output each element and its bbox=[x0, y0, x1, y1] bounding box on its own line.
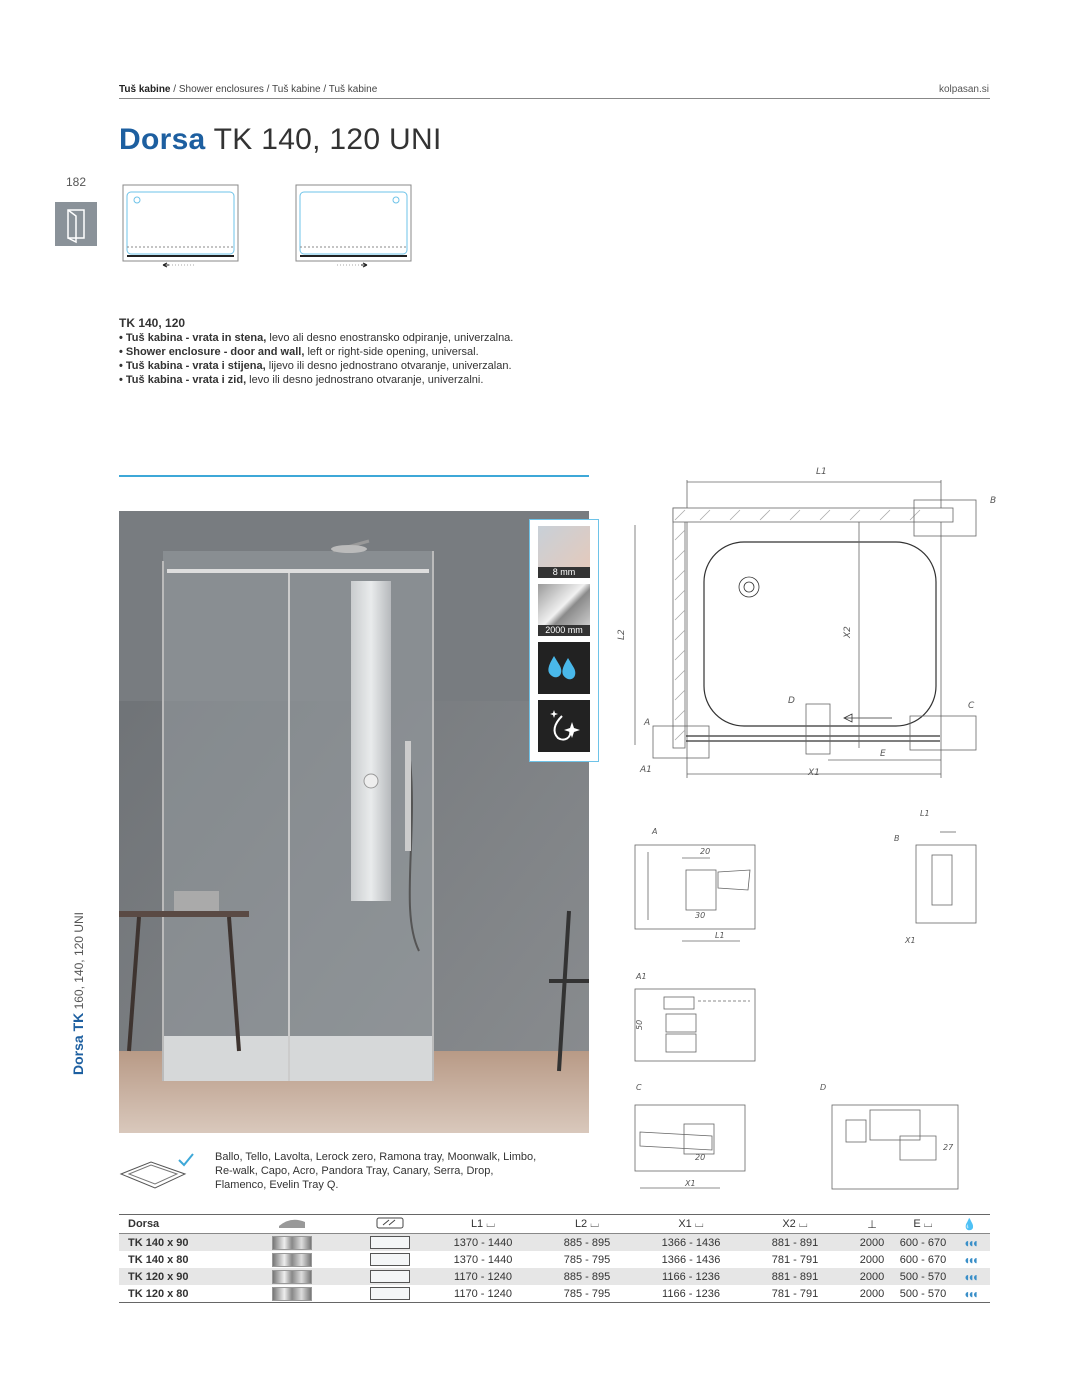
chrome-swatch bbox=[234, 1285, 349, 1303]
label-C: C bbox=[968, 701, 975, 711]
plan-view bbox=[635, 480, 976, 778]
cell-L1: 1170 - 1240 bbox=[431, 1268, 535, 1285]
glass-swatch bbox=[349, 1285, 431, 1303]
water-drop-icon: 💧 bbox=[949, 1215, 990, 1234]
detail-A1 bbox=[635, 989, 755, 1061]
easy-clean-drops-icon bbox=[538, 642, 590, 694]
detail-B-L1: L1 bbox=[920, 809, 930, 818]
product-photo bbox=[119, 511, 589, 1133]
cell-height: 2000 bbox=[859, 1253, 885, 1266]
cell-L2: 785 - 795 bbox=[535, 1285, 639, 1303]
glass-swatch bbox=[349, 1234, 431, 1252]
cell-X1: 1366 - 1436 bbox=[661, 1253, 721, 1266]
header-E-label: E bbox=[913, 1217, 921, 1230]
description-line bbox=[119, 359, 513, 373]
tray-check-icon bbox=[119, 1152, 199, 1192]
header-L2-label: L2 bbox=[574, 1217, 588, 1230]
glass-thickness-badge bbox=[538, 526, 590, 578]
row-name: TK 140 x 90 bbox=[119, 1234, 234, 1252]
header-L1-label: L1 bbox=[470, 1217, 484, 1230]
header-L1: L1 ⌴ bbox=[431, 1215, 535, 1234]
cell-X1: 1366 - 1436 bbox=[639, 1234, 743, 1252]
technical-drawing bbox=[600, 460, 1020, 1200]
breadcrumb-main: Tuš kabine bbox=[119, 84, 171, 95]
line-bold: • Tuš kabina - vrata i zid, bbox=[119, 374, 247, 386]
table-row bbox=[119, 1251, 990, 1268]
header-E: E ⌴ bbox=[897, 1215, 949, 1234]
label-A1: A1 bbox=[640, 765, 652, 775]
line-bold: • Tuš kabina - vrata in stena, bbox=[119, 332, 267, 344]
vtitle-tk: TK bbox=[70, 1012, 86, 1036]
vertical-title bbox=[70, 912, 86, 1075]
label-X2: X2 bbox=[843, 626, 853, 638]
cell-L1: 1370 - 1440 bbox=[431, 1234, 535, 1252]
header-L2: L2 ⌴ bbox=[535, 1215, 639, 1234]
cell-X2: 881 - 891 bbox=[743, 1234, 847, 1252]
dim-30: 30 bbox=[695, 911, 706, 920]
dim-20b: 20 bbox=[695, 1153, 706, 1162]
detail-B-X1: X1 bbox=[905, 936, 916, 945]
detail-C-X1: X1 bbox=[685, 1179, 696, 1188]
glass-thickness-label: 8 mm bbox=[538, 567, 590, 578]
detail-A1-label: A1 bbox=[636, 972, 647, 981]
description-line bbox=[119, 331, 513, 345]
dim-20: 20 bbox=[700, 847, 711, 856]
cell-L1: 1170 - 1240 bbox=[431, 1285, 535, 1303]
site-url[interactable]: kolpasan.si bbox=[938, 84, 989, 95]
drops-icon: ◖◖◖ bbox=[949, 1285, 990, 1303]
sparkle-clean-icon bbox=[538, 700, 590, 752]
cell-L2: 785 - 795 bbox=[563, 1253, 611, 1266]
cell-X1: 1166 - 1236 bbox=[639, 1285, 743, 1303]
chrome-swatch bbox=[234, 1251, 349, 1268]
label-D: D bbox=[788, 696, 795, 706]
header-divider bbox=[119, 98, 990, 99]
label-B: B bbox=[990, 496, 997, 506]
row-name: TK 120 x 80 bbox=[119, 1285, 234, 1303]
detail-A bbox=[635, 845, 755, 941]
compatible-trays-text: Ballo, Tello, Lavolta, Lerock zero, Ramona tray, Moonwalk, Limbo, Re-walk, Capo, Acro, Pandora Tray, Canary, Serra, Drop, Flamenco, Evelin Tray Q. bbox=[215, 1151, 537, 1191]
line-rest: lijevo ili desno jednostrano otvaranje, univerzalan. bbox=[265, 360, 512, 372]
line-bold: • Tuš kabina - vrata i stijena, bbox=[119, 360, 266, 372]
spec-table bbox=[119, 1214, 990, 1303]
cell-L1: 1370 - 1440 bbox=[453, 1253, 513, 1266]
line-rest: left or right-side opening, universal. bbox=[304, 346, 479, 358]
breadcrumb-rest: / Shower enclosures / Tuš kabine / Tuš kabine bbox=[170, 84, 378, 95]
height-badge bbox=[538, 584, 590, 636]
detail-B bbox=[916, 832, 976, 923]
detail-D bbox=[832, 1105, 958, 1189]
dim-50: 50 bbox=[635, 1019, 644, 1030]
vtitle-rest: 160, 140, 120 UNI bbox=[72, 912, 86, 1013]
cell-X2: 781 - 791 bbox=[771, 1253, 819, 1266]
breadcrumb bbox=[119, 84, 377, 95]
section-divider bbox=[119, 475, 589, 477]
chrome-swatch bbox=[234, 1234, 349, 1252]
shower-enclosure-illustration bbox=[119, 511, 589, 1133]
cell-E: 600 - 670 bbox=[897, 1234, 949, 1252]
glass-type-icon bbox=[349, 1215, 431, 1234]
description-line bbox=[119, 345, 513, 359]
cell-L2: 885 - 895 bbox=[535, 1268, 639, 1285]
header-X2-label: X2 bbox=[782, 1217, 796, 1230]
feature-badges bbox=[529, 519, 599, 762]
description-line bbox=[119, 373, 513, 387]
label-L1: L1 bbox=[816, 467, 827, 477]
header-name: Dorsa bbox=[119, 1215, 234, 1234]
label-E: E bbox=[880, 749, 886, 759]
glass-swatch bbox=[349, 1268, 431, 1285]
row-name: TK 140 x 80 bbox=[128, 1253, 189, 1266]
drops-icon: ◖◖◖ bbox=[963, 1252, 976, 1267]
table-row bbox=[119, 1268, 990, 1285]
shower-door-icon bbox=[55, 202, 97, 246]
detail-B-label: B bbox=[894, 834, 900, 843]
opening-diagrams bbox=[119, 183, 419, 273]
detail-C bbox=[635, 1105, 745, 1188]
table-row bbox=[119, 1234, 990, 1252]
drops-icon: ◖◖◖ bbox=[949, 1234, 990, 1252]
cell-height: 2000 bbox=[847, 1285, 897, 1303]
header-X1-label: X1 bbox=[678, 1217, 692, 1230]
title-model: TK 140, 120 UNI bbox=[205, 123, 442, 156]
page-number: 182 bbox=[66, 175, 87, 189]
detail-C-label: C bbox=[636, 1083, 642, 1092]
cell-X1: 1166 - 1236 bbox=[639, 1268, 743, 1285]
cell-L2: 885 - 895 bbox=[535, 1234, 639, 1252]
table-header bbox=[119, 1215, 990, 1234]
table-row bbox=[119, 1285, 990, 1303]
description-heading: TK 140, 120 bbox=[119, 316, 186, 330]
cell-X2: 881 - 891 bbox=[743, 1268, 847, 1285]
line-rest: levo ili desno jednostrano otvaranje, univerzalni. bbox=[246, 374, 484, 386]
header-X2: X2 ⌴ bbox=[743, 1215, 847, 1234]
cell-height: 2000 bbox=[847, 1234, 897, 1252]
label-A: A bbox=[644, 718, 651, 728]
cell-height: 2000 bbox=[847, 1268, 897, 1285]
cell-E: 500 - 570 bbox=[897, 1285, 949, 1303]
label-L2: L2 bbox=[617, 629, 627, 640]
chrome-swatch bbox=[234, 1268, 349, 1285]
detail-A-label: A bbox=[652, 827, 658, 836]
title-brand: Dorsa bbox=[119, 123, 206, 156]
cell-X2: 781 - 791 bbox=[743, 1285, 847, 1303]
cell-E: 500 - 570 bbox=[897, 1268, 949, 1285]
header-X1: X1 ⌴ bbox=[639, 1215, 743, 1234]
line-bold: • Shower enclosure - door and wall, bbox=[119, 346, 305, 358]
height-label: 2000 mm bbox=[538, 625, 590, 636]
right-opening-diagram bbox=[296, 185, 411, 267]
cell-E: 600 - 670 bbox=[899, 1253, 947, 1266]
detail-D-label: D bbox=[820, 1083, 827, 1092]
line-rest: levo ali desno enostransko odpiranje, univerzalna. bbox=[266, 332, 514, 344]
height-icon: ⊥ bbox=[847, 1215, 897, 1234]
section-tab bbox=[55, 202, 97, 246]
label-X1: X1 bbox=[808, 768, 820, 778]
dim-27: 27 bbox=[943, 1143, 954, 1152]
product-description bbox=[119, 316, 513, 387]
detail-A-L1: L1 bbox=[715, 931, 725, 940]
drops-icon: ◖◖◖ bbox=[949, 1268, 990, 1285]
glass-swatch bbox=[349, 1251, 431, 1268]
row-name: TK 120 x 90 bbox=[119, 1268, 234, 1285]
profile-finish-icon bbox=[234, 1215, 349, 1234]
left-opening-diagram bbox=[123, 185, 238, 267]
page-title bbox=[119, 123, 442, 157]
vtitle-brand: Dorsa bbox=[70, 1035, 86, 1075]
